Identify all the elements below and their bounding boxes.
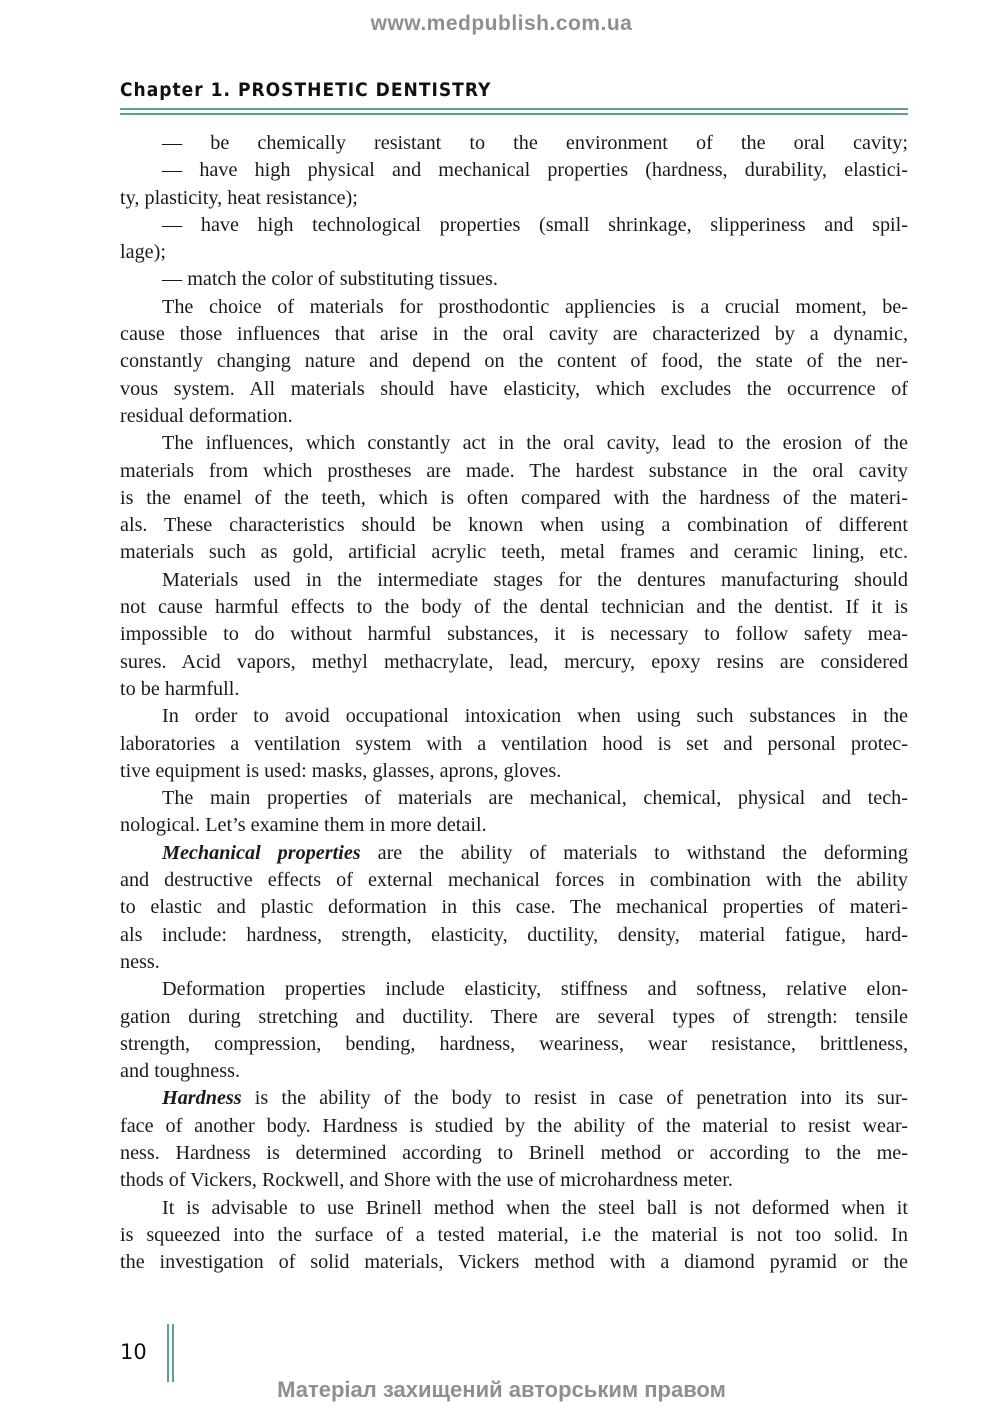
text-line: to elastic and plastic deformation in this case. The mechanical properties of materi-: [120, 896, 908, 919]
text-line: materials from which prostheses are made. The hardest substance in the oral cavity: [120, 459, 908, 482]
text-line: — match the color of substituting tissues.: [162, 268, 498, 291]
text-line: is squeezed into the surface of a tested material, i.e the material is not too solid. In: [120, 1223, 908, 1246]
text-line: laboratories a ventilation system with a ventilation hood is set and personal protec-: [120, 732, 908, 755]
text-line: thods of Vickers, Rockwell, and Shore with the use of microhardness meter.: [120, 1169, 733, 1192]
header-rule-top: [120, 108, 908, 110]
text-line: lage);: [120, 241, 166, 264]
text-line: impossible to do without harmful substances, it is necessary to follow safety mea-: [120, 623, 908, 646]
text-line: is the enamel of the teeth, which is often compared with the hardness of the materi-: [120, 486, 908, 509]
text-line: Deformation properties include elasticity, stiffness and softness, relative elon-: [162, 978, 908, 1001]
text-line: to be harmfull.: [120, 677, 240, 700]
text-line: The choice of materials for prosthodontic appliencies is a crucial moment, be-: [162, 295, 908, 318]
watermark-url: www.medpublish.com.ua: [370, 12, 633, 35]
body-text: [120, 130, 908, 1276]
text-line: ty, plasticity, heat resistance);: [120, 186, 358, 209]
term-hardness: Hardness: [162, 1087, 242, 1110]
text-line: and toughness.: [120, 1060, 240, 1083]
text-line: strength, compression, bending, hardness, weariness, wear resistance, brittleness,: [120, 1032, 908, 1055]
text-line: ness. Hardness is determined according to Brinell method or according to the me-: [120, 1141, 908, 1164]
footer-rule-right: [172, 1324, 174, 1382]
text-line: It is advisable to use Brinell method when the steel ball is not deformed when it: [162, 1196, 908, 1219]
page-number: 10: [120, 1340, 147, 1364]
text-line: nological. Let’s examine them in more detail.: [120, 814, 487, 837]
text-line: — be chemically resistant to the environment of the oral cavity;: [162, 132, 908, 154]
text-line: Mechanical properties are the ability of materials to withstand the deforming: [162, 841, 908, 864]
footer-rule-left: [167, 1324, 169, 1382]
running-header: Chapter 1. PROSTHETIC DENTISTRY: [120, 79, 492, 101]
text-line: vous system. All materials should have elasticity, which excludes the occurrence of: [120, 377, 908, 400]
term-mechanical-properties: Mechanical properties: [162, 841, 361, 864]
text-line: In order to avoid occupational intoxication when using such substances in the: [162, 705, 908, 728]
text-line: — have high physical and mechanical properties (hardness, durability, elastici-: [162, 159, 908, 182]
text-line: Materials used in the intermediate stages for the dentures manufacturing should: [162, 568, 908, 591]
text-line: — have high technological properties (small shrinkage, slipperiness and spil-: [162, 213, 908, 236]
text-line: and destructive effects of external mechanical forces in combination with the ability: [120, 869, 908, 892]
header-rule-bottom: [120, 113, 908, 115]
text-line: als include: hardness, strength, elasticity, ductility, density, material fatigue, hard-: [120, 923, 908, 946]
text-line: als. These characteristics should be known when using a combination of different: [120, 514, 908, 537]
text-line: materials such as gold, artificial acrylic teeth, metal frames and ceramic lining, etc.: [120, 541, 908, 564]
text-line: face of another body. Hardness is studied by the ability of the material to resist wear-: [120, 1114, 908, 1137]
text-line: constantly changing nature and depend on the content of food, the state of the ner-: [120, 350, 908, 373]
text-line: residual deformation.: [120, 404, 293, 427]
text-line: sures. Acid vapors, methyl methacrylate, lead, mercury, epoxy resins are considered: [120, 650, 908, 673]
text-line: The influences, which constantly act in the oral cavity, lead to the erosion of the: [162, 432, 908, 455]
text-line: Hardness is the ability of the body to resist in case of penetration into its sur-: [162, 1087, 908, 1110]
text-line: not cause harmful effects to the body of the dental technician and the dentist. If it is: [120, 596, 908, 619]
text-line: The main properties of materials are mechanical, chemical, physical and tech-: [162, 787, 908, 810]
text-line: the investigation of solid materials, Vickers method with a diamond pyramid or the: [120, 1251, 908, 1274]
text-line: ness.: [120, 950, 160, 973]
text-line: tive equipment is used: masks, glasses, aprons, gloves.: [120, 759, 562, 782]
text-line: cause those influences that arise in the oral cavity are characterized by a dynamic,: [120, 323, 908, 346]
text-line: gation during stretching and ductility. There are several types of strength: tensile: [120, 1005, 908, 1028]
watermark-copyright: Матеріал захищений авторським правом: [277, 1377, 726, 1402]
